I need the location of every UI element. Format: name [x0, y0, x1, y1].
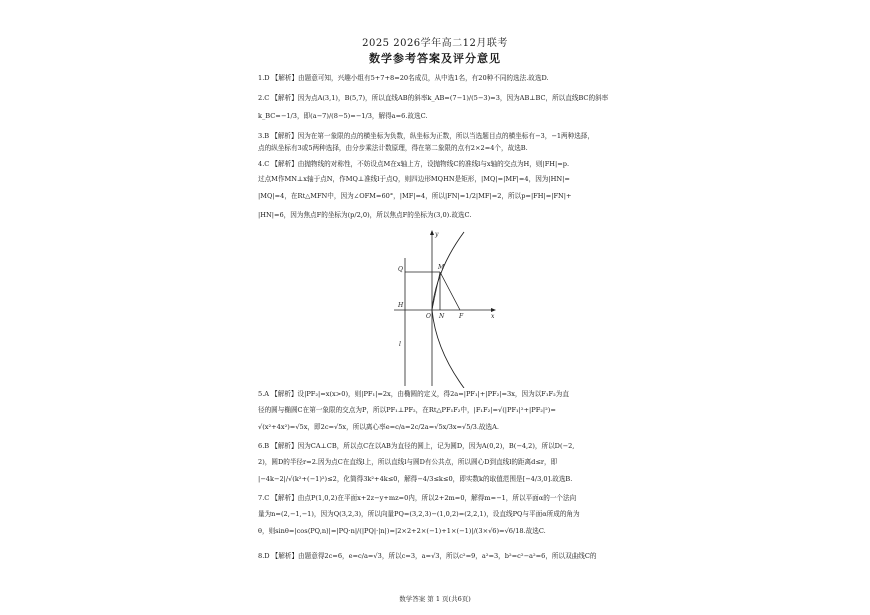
directrix-label: l — [399, 341, 401, 348]
parabola-diagram — [390, 228, 500, 388]
answer-line: 过点M作MN⊥x轴于点N，作MQ⊥准线l于点Q，则四边形MQHN是矩形，|MQ|=|MF|=4，因为|HN|= — [258, 175, 570, 183]
answer-line: |HN|=6，因为焦点F的坐标为(p/2,0)，所以焦点F的坐标为(3,0).故选C. — [258, 211, 472, 219]
point-O-label: O — [426, 313, 431, 320]
answer-line: 5.A 【解析】设|PF₂|=x(x>0)，则|PF₁|=2x，由椭圆的定义，得2a=|PF₁|+|PF₂|=3x，因为以F₁F₂为直 — [258, 390, 569, 398]
exam-title: 2025 2026学年高二12月联考 — [362, 38, 508, 49]
point-M-label: M — [438, 264, 445, 271]
answer-line: √(x²+4x²)=√5x，即2c=√5x，所以离心率e=c/a=2c/2a=√5x/3x=√5/3.故选A. — [258, 423, 499, 431]
segment-MF — [440, 272, 460, 310]
point-Q-label: Q — [398, 266, 403, 273]
answer-line: 8.D 【解析】由题意得2c=6，e=c/a=√3，所以c=3，a=√3，所以c²=9，a²=3，b²=c²−a²=6，所以双曲线C的 — [258, 552, 597, 560]
point-H-label: H — [398, 302, 404, 309]
y-axis-arrow — [430, 230, 434, 235]
answer-line: 量为n=(2,−1,−1)，因为Q(3,2,3)，所以向量PQ=(3,2,3)−(1,0,2)=(2,2,1)，设直线PQ与平面α所成的角为 — [258, 510, 580, 518]
point-F-label: F — [459, 313, 464, 320]
x-axis-label: x — [491, 313, 495, 320]
x-axis-arrow — [491, 308, 496, 312]
answer-line: 径的圆与椭圆C在第一象限的交点为P，所以PF₁⊥PF₂，在Rt△PF₁F₂中，|F₁F₂|=√(|PF₁|²+|PF₂|²)= — [258, 406, 556, 414]
answer-line: θ，则sinθ=|cos⟨PQ,n⟩|=|PQ·n|/(|PQ|·|n|)=|2×2+2×(−1)+1×(−1)|/(3×√6)=√6/18.故选C. — [258, 527, 546, 535]
answer-line: 3.B 【解析】因为在第一象限的点的横坐标为负数，纵坐标为正数，所以当选题目点的横坐标有−3，−1两种选择， — [258, 132, 594, 140]
answer-line: k_BC=−1/3，即(a−7)/(8−5)=−1/3，解得a=6.故选C. — [258, 112, 428, 120]
page-footer: 数学答案 第 1 页(共6页) — [399, 595, 471, 603]
exam-subtitle: 数学参考答案及评分意见 — [369, 52, 501, 65]
answer-line: |−4k−2|/√(k²+(−1)²)≤2，化简得3k²+4k≤0，解得−4/3≤k≤0，即实数k的取值范围是[−4/3,0].故选B. — [258, 475, 573, 483]
point-N-label: N — [439, 313, 445, 320]
segment-OM — [432, 272, 440, 310]
answer-line: 4.C 【解析】由抛物线的对称性，不妨设点M在x轴上方，设抛物线C的准线l与x轴的交点为H，则|FH|=p. — [258, 160, 570, 168]
answer-line: 2.C 【解析】因为点A(3,1)，B(5,7)，所以直线AB的斜率k_AB=(7−1)/(5−3)=3，因为AB⊥BC，所以直线BC的斜率 — [258, 94, 609, 102]
answer-line: 1.D 【解析】由题意可知，兴趣小组有5+7+8=20名成员，从中选1名，有20种不同的选法.故选D. — [258, 74, 549, 82]
y-axis-label: y — [435, 231, 439, 238]
answer-line: 7.C 【解析】由点P(1,0,2)在平面x+2z−y+mz=0内，所以2+2m=0，解得m=−1，所以平面α的一个法向 — [258, 494, 577, 502]
answer-line: |MQ|=4，在Rt△MFN中，因为∠OFM=60°，|MF|=4，所以|FN|=1/2|MF|=2，所以p=|FH|=|FN|+ — [258, 192, 572, 200]
answer-line: 6.B 【解析】因为CA⊥CB，所以点C在以AB为直径的圆上，记为圆D，因为A(0,2)，B(−4,2)，所以D(−2, — [258, 442, 575, 450]
answer-line: 2)，圆D的半径r=2.因为点C在直线l上，所以直线l与圆D有公共点，所以圆心D到直线l的距离d≤r，即 — [258, 458, 558, 466]
answer-line: 点的纵坐标有3或5两种选择，由分步乘法计数原理，得在第二象限的点有2×2=4个，故选B. — [258, 144, 528, 152]
